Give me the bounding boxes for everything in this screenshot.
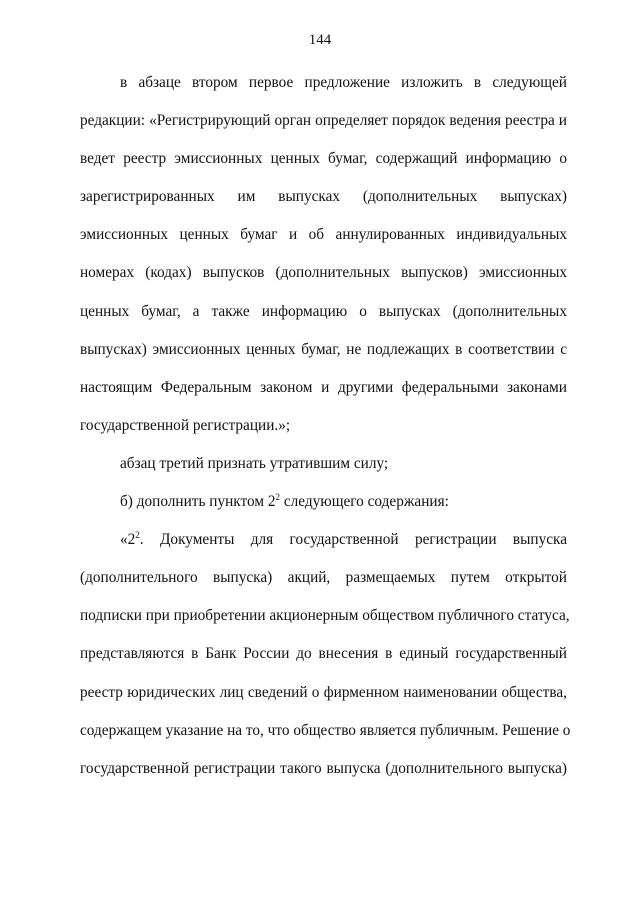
text-line: выпусках) эмиссионных ценных бумаг, не подлежащих в соответствии с bbox=[80, 340, 567, 358]
text-line: редакции: «Регистрирующий орган определяет порядок ведения реестра и bbox=[80, 112, 567, 130]
text-line bbox=[80, 521, 567, 559]
text-line: в абзаце втором первое предложение изложить в следующей bbox=[120, 74, 567, 91]
text-run: «2 bbox=[120, 531, 136, 549]
text-line: ценных бумаг, а также информацию о выпусках (дополнительных bbox=[80, 302, 567, 320]
text-line bbox=[80, 483, 567, 521]
text-run: следующего содержания: bbox=[280, 493, 449, 511]
text-line: представляются в Банк России до внесения в единый государственный bbox=[80, 645, 567, 663]
text-line: номерах (кодах) выпусков (дополнительных выпусков) эмиссионных bbox=[80, 264, 567, 282]
text-line: зарегистрированных им выпусках (дополнительных выпусках) bbox=[80, 188, 567, 206]
text-line: эмиссионных ценных бумаг и об аннулированных индивидуальных bbox=[80, 226, 567, 244]
page-number: 144 bbox=[308, 32, 332, 48]
text-line: настоящим Федеральным законом и другими федеральными законами bbox=[80, 378, 567, 396]
superscript: 2 bbox=[275, 491, 281, 502]
text-line: государственной регистрации.»; bbox=[80, 416, 291, 434]
superscript: 2 bbox=[135, 530, 140, 541]
text-run: б) дополнить пунктом 2 bbox=[120, 493, 276, 511]
text-line: реестр юридических лиц сведений о фирменном наименовании общества, bbox=[80, 683, 567, 701]
document-body bbox=[80, 64, 571, 788]
text-line: государственной регистрации такого выпуска (дополнительного выпуска) bbox=[80, 759, 567, 777]
text-line: абзац третий признать утратившим силу; bbox=[120, 454, 389, 472]
text-line: ведет реестр эмиссионных ценных бумаг, содержащий информацию о bbox=[80, 150, 567, 168]
text-line: подписки при приобретении акционерным обществом публичного статуса, bbox=[80, 607, 570, 625]
text-line: содержащем указание на то, что общество является публичным. Решение о bbox=[80, 721, 571, 739]
text-run: . Документы для государственной регистрации выпуска bbox=[139, 531, 567, 549]
text-line: (дополнительного выпуска) акций, размещаемых путем открытой bbox=[80, 569, 567, 587]
